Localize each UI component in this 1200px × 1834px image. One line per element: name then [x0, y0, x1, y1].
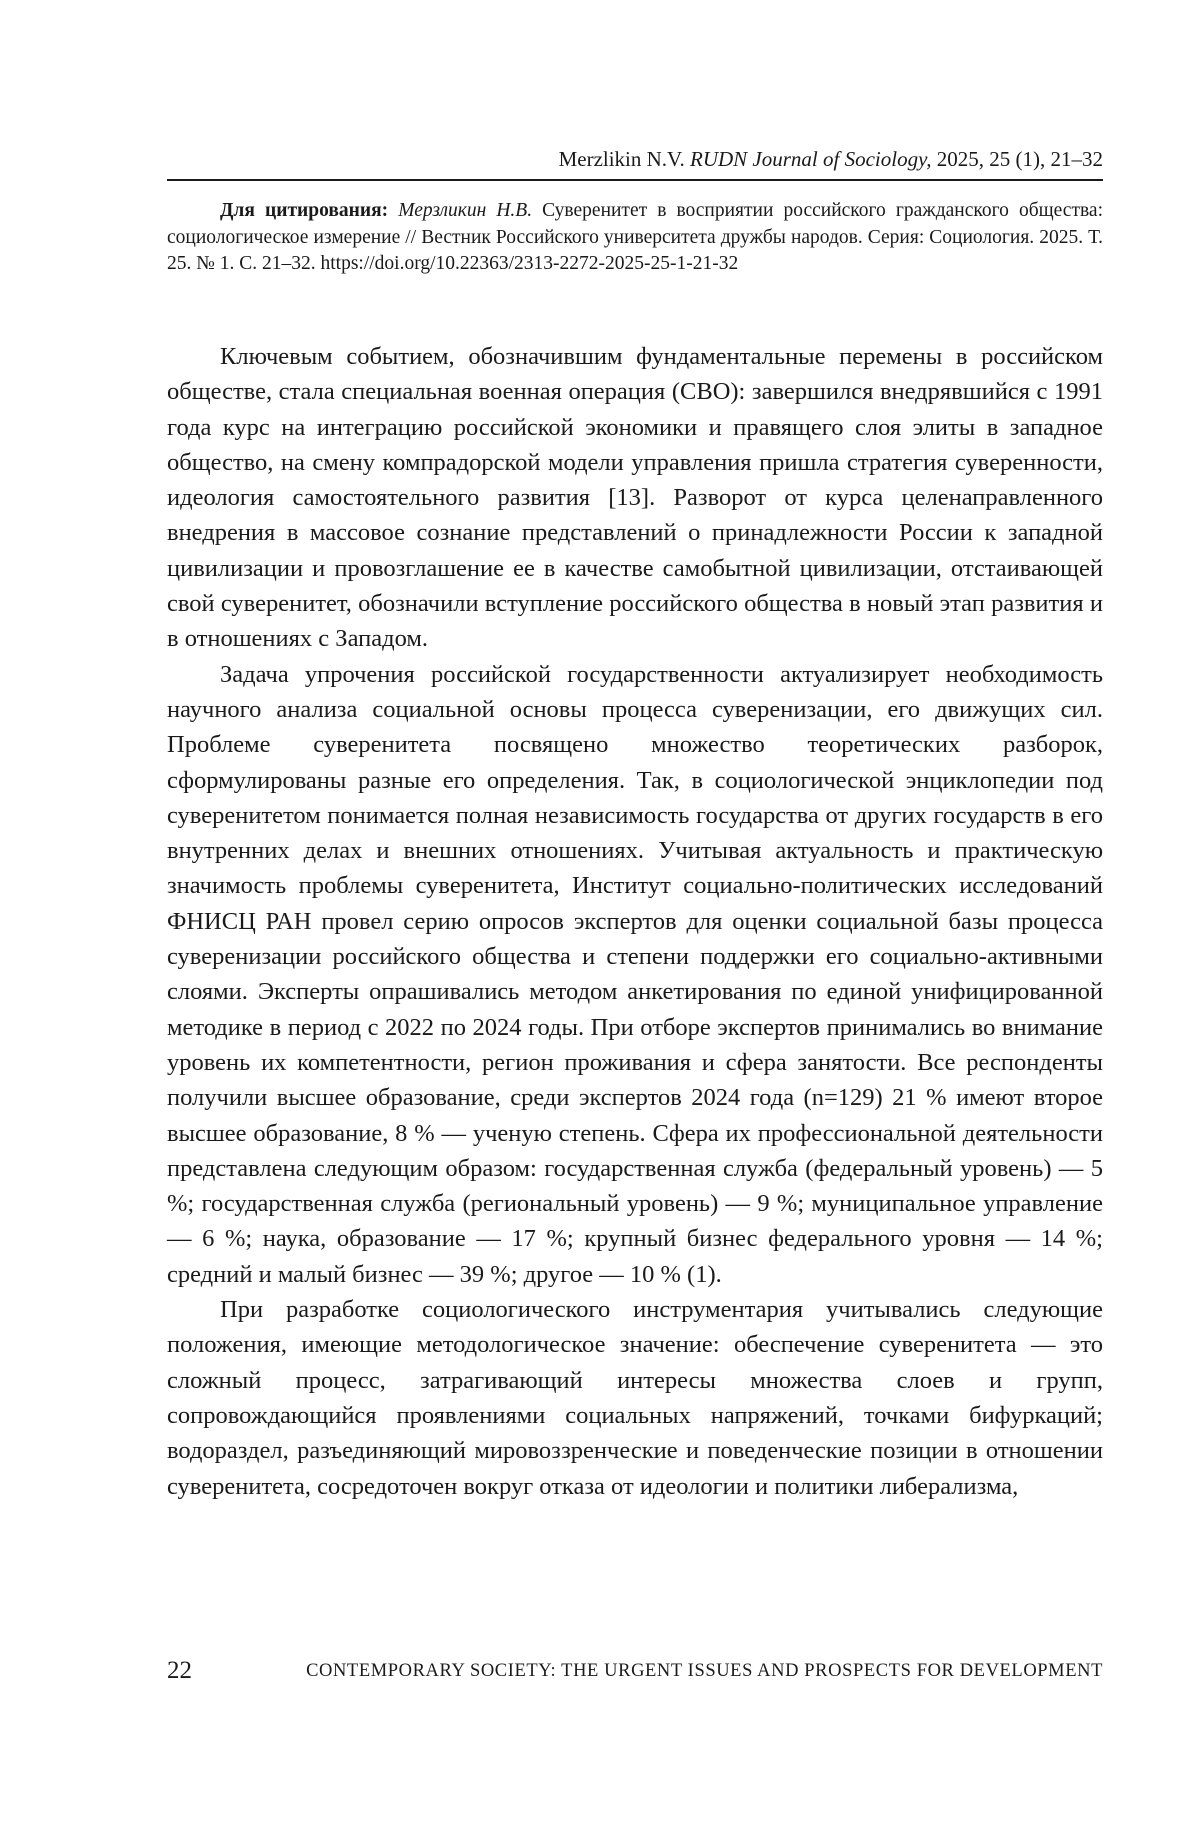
article-body	[167, 339, 1103, 1504]
paragraph: Ключевым событием, обозначившим фундаментальные перемены в российском обществе, стала специальная военная операция (СВО): завершился внедрявшийся с 1991 года курс на интеграцию российской экономики и правящего слоя элиты в западное общество, на смену компрадорской модели управления пришла стратегия суверенности, идеология самостоятельного развития [13]. Разворот от курса целенаправленного внедрения в массовое сознание представлений о принадлежности России к западной цивилизации и провозглашение ее в качестве самобытной цивилизации, отстаивающей свой суверенитет, обозначили вступление российского общества в новый этап развития и в отношениях с Западом.	[167, 343, 1103, 653]
header-journal: RUDN Journal of Sociology,	[690, 147, 932, 171]
header-issue: 2025, 25 (1), 21–32	[936, 147, 1103, 171]
paragraph: При разработке социологического инструментария учитывались следующие положения, имеющие методологическое значение: обеспечение суверенитета — это сложный процесс, затрагивающий интересы множества слоев и групп, сопровождающийся проявлениями социальных напряжений, точками бифуркаций; водораздел, разъединяющий мировоззренческие и поведенческие позиции в отношении суверенитета, сосредоточен вокруг отказа от идеологии и политики либерализма,	[167, 1296, 1103, 1500]
page-footer	[167, 1654, 1103, 1688]
footer-section-title: CONTEMPORARY SOCIETY: THE URGENT ISSUES AND PROSPECTS FOR DEVELOPMENT	[306, 1661, 1103, 1681]
running-header	[167, 146, 1103, 172]
citation-text: Суверенитет в восприятии российского гражданского общества: социологическое измерение // Вестник Российского университета дружбы народов. Серия: Социология. 2025. Т. 25. № 1. С. 21–32. https://doi.org/10.22363/2313-2272-2025-25-1-21-32	[167, 200, 1103, 274]
page-number: 22	[167, 1657, 192, 1684]
citation-authors: Мерзликин Н.В.	[398, 200, 533, 221]
citation-block	[167, 198, 1103, 278]
header-authors: Merzlikin N.V.	[558, 147, 685, 171]
paragraph: Задача упрочения российской государственности актуализирует необходимость научного анализа социальной основы процесса суверенизации, его движущих сил. Проблеме суверенитета посвящено множество теоретических разборок, сформулированы разные его определения. Так, в социологической энциклопедии под суверенитетом понимается полная независимость государства от других государств в его внутренних делах и внешних отношениях. Учитывая актуальность и практическую значимость проблемы суверенитета, Институт социально-политических исследований ФНИСЦ РАН провел серию опросов экспертов для оценки социальной базы процесса суверенизации российского общества и степени поддержки его социально-активными слоями. Эксперты опрашивались методом анкетирования по единой унифицированной методике в период с 2022 по 2024 годы. При отборе экспертов принимались во внимание уровень их компетентности, регион проживания и сфера занятости. Все респонденты получили высшее образование, среди экспертов 2024 года (n=129) 21 % имеют второе высшее образование, 8 % — ученую степень. Сфера их профессиональной деятельности представлена следующим образом: государственная служба (федеральный уровень) — 5 %; государственная служба (региональный уровень) — 9 %; муниципальное управление — 6 %; наука, образование — 17 %; крупный бизнес федерального уровня — 14 %; средний и малый бизнес — 39 %; другое — 10 % (1).	[167, 660, 1103, 1288]
header-divider	[167, 179, 1103, 181]
citation-label: Для цитирования:	[220, 200, 389, 221]
